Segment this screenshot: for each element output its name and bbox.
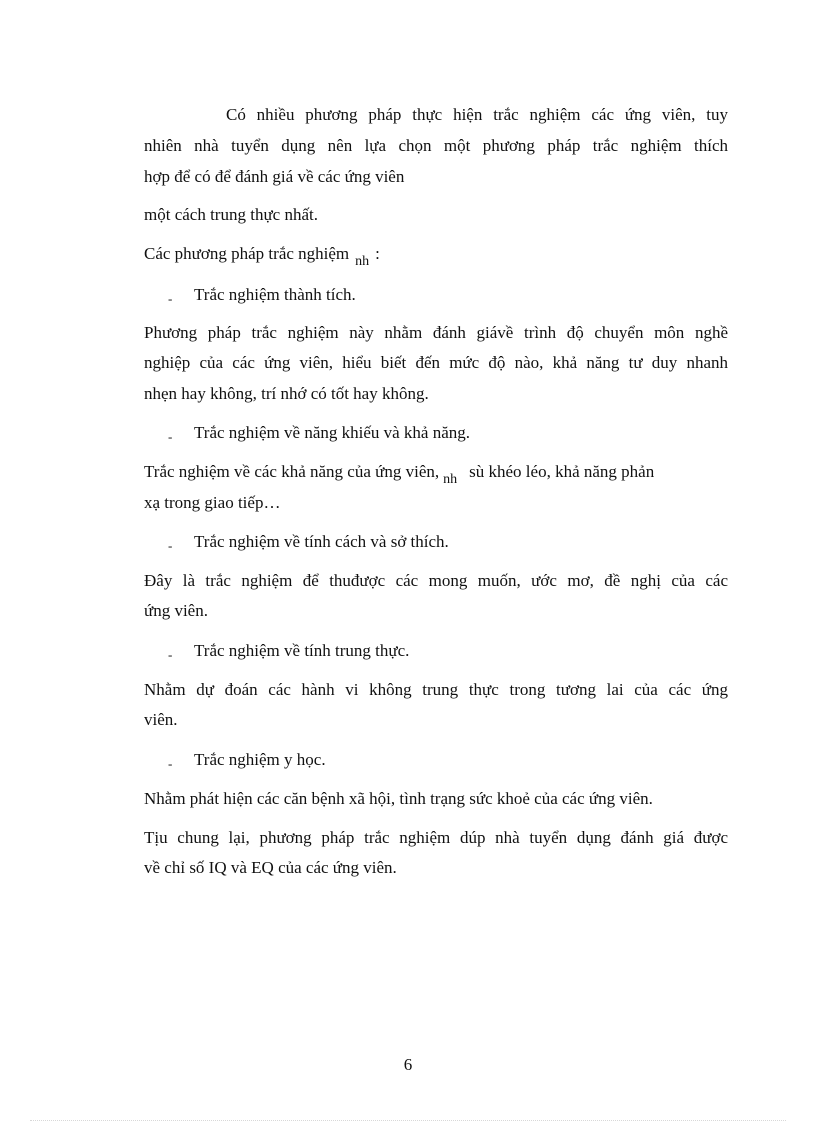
text-run: Trắc nghiệm về các khả năng của ứng viên,	[144, 462, 440, 481]
paragraph-line: nghiệp của các ứng viên, hiểu biết đến mức độ nào, khả năng tư duy nhanh	[144, 353, 728, 372]
paragraph-line: Nhằm phát hiện các căn bệnh xã hội, tình trạng sức khoẻ của các ứng viên.	[144, 789, 653, 808]
paragraph-line: một cách trung thực nhất.	[144, 205, 318, 224]
bullet-item	[168, 285, 728, 309]
paragraph-line: xạ trong giao tiếp…	[144, 493, 281, 512]
bullet-text: Trắc nghiệm về tính trung thực.	[194, 641, 410, 660]
bullet-dash-icon: -	[168, 429, 173, 444]
paragraph-line: nhẹn hay không, trí nhớ có tốt hay không.	[144, 384, 429, 403]
bullet-item	[168, 532, 728, 556]
paragraph-line: Có nhiều phương pháp thực hiện trắc nghiệm các ứng viên, tuy	[226, 105, 728, 124]
paragraph-line: Tịu chung lại, phương pháp trắc nghiệm dúp nhà tuyển dụng đánh giá được	[144, 828, 728, 847]
bullet-text: Trắc nghiệm về năng khiếu và khả năng.	[194, 423, 471, 442]
page-divider	[30, 1120, 786, 1121]
paragraph-line: nhiên nhà tuyển dụng nên lựa chọn một phương pháp trắc nghiệm thích	[144, 136, 728, 155]
bullet-text: Trắc nghiệm thành tích.	[194, 285, 356, 304]
paragraph-line: về chỉ số IQ và EQ của các ứng viên.	[144, 858, 397, 877]
inline-fragment: nh	[443, 472, 458, 487]
paragraph-line: Phương pháp trắc nghiệm này nhằm đánh giávề trình độ chuyển môn nghề	[144, 323, 728, 342]
bullet-dash-icon: -	[168, 538, 173, 553]
bullet-text: Trắc nghiệm y học.	[194, 750, 326, 769]
paragraph-line: hợp để có để đánh giá về các ứng viên	[144, 167, 405, 186]
paragraph-line: viên.	[144, 710, 178, 729]
bullet-item	[168, 641, 728, 665]
bullet-dash-icon: -	[168, 756, 173, 771]
paragraph-line: Đây là trắc nghiệm để thuđược các mong muốn, ước mơ, đề nghị của các	[144, 571, 728, 590]
paragraph-line: ứng viên.	[144, 601, 208, 620]
text-run: Các phương pháp trắc nghiệm	[144, 244, 350, 263]
paragraph-line	[144, 244, 728, 272]
text-run: :	[375, 244, 380, 263]
paragraph-line: Nhằm dự đoán các hành vi không trung thực trong tương lai của các ứng	[144, 680, 728, 699]
page-number: 6	[403, 1055, 413, 1074]
bullet-item	[168, 750, 728, 774]
bullet-dash-icon: -	[168, 291, 173, 306]
text-run: sù khéo léo, khả năng phản	[469, 462, 655, 481]
inline-fragment: nh	[355, 254, 370, 269]
bullet-dash-icon: -	[168, 647, 173, 662]
paragraph-line	[144, 462, 728, 490]
bullet-item	[168, 423, 728, 447]
bullet-text: Trắc nghiệm về tính cách và sở thích.	[194, 532, 449, 551]
